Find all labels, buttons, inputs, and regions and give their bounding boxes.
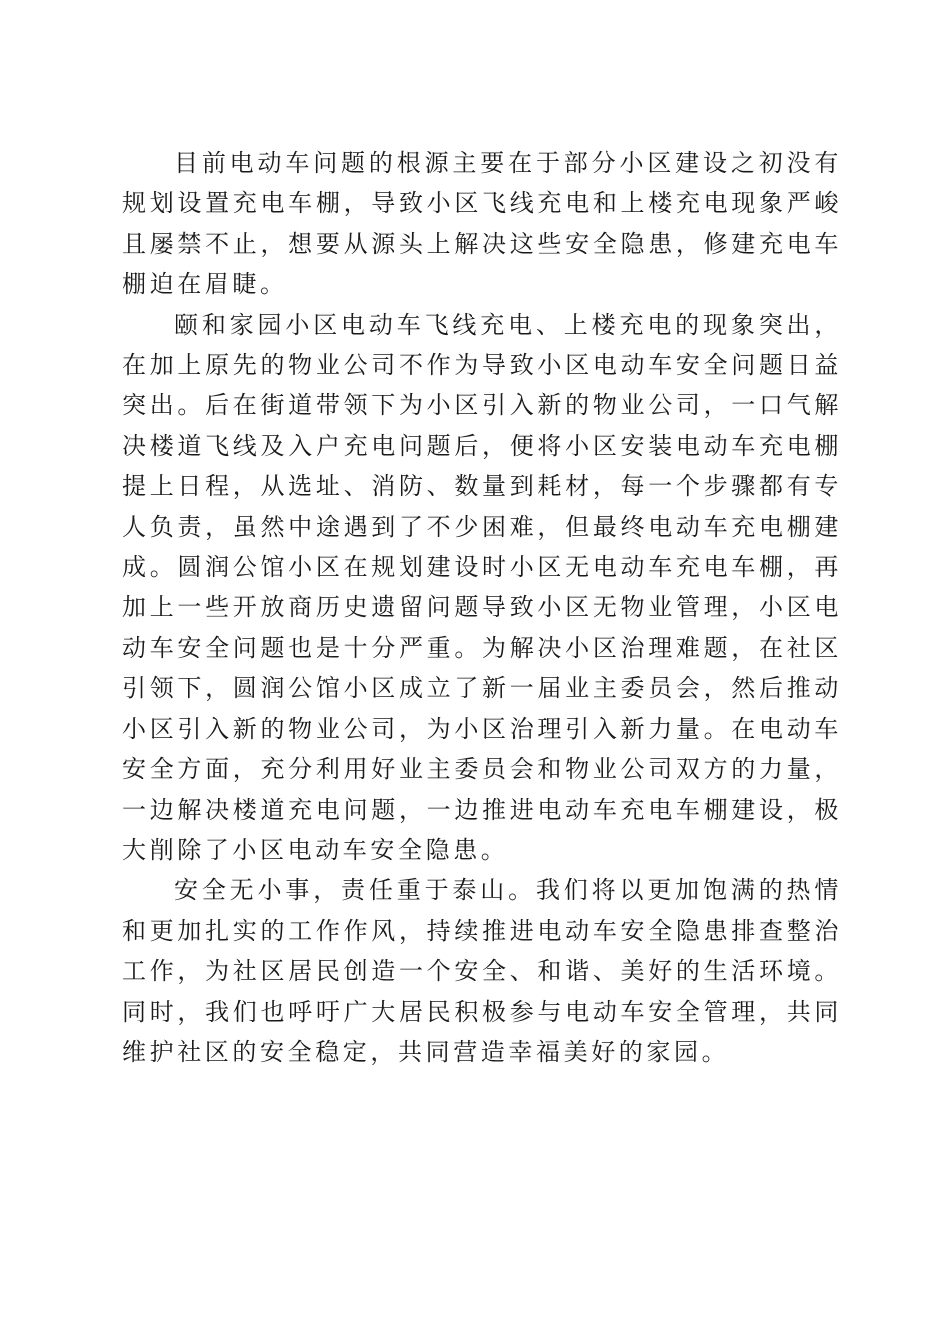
paragraph-1: 目前电动车问题的根源主要在于部分小区建设之初没有规划设置充电车棚，导致小区飞线充电和上楼充电现象严峻且屡禁不止，想要从源头上解决这些安全隐患，修建充电车棚迫在眉睫。 <box>122 149 842 299</box>
paragraph-2: 颐和家园小区电动车飞线充电、上楼充电的现象突出，在加上原先的物业公司不作为导致小区电动车安全问题日益突出。后在街道带领下为小区引入新的物业公司，一口气解决楼道飞线及入户充电问题后，便将小区安装电动车充电棚提上日程，从选址、消防、数量到耗材，每一个步骤都有专人负责，虽然中途遇到了不少困难，但最终电动车充电棚建成。圆润公馆小区在规划建设时小区无电动车充电车棚，再加上一些开放商历史遗留问题导致小区无物业管理，小区电动车安全问题也是十分严重。为解决小区治理难题，在社区引领下，圆润公馆小区成立了新一届业主委员会，然后推动小区引入新的物业公司，为小区治理引入新力量。在电动车安全方面，充分利用好业主委员会和物业公司双方的力量，一边解决楼道充电问题，一边推进电动车充电车棚建设，极大削除了小区电动车安全隐患。 <box>122 310 842 864</box>
document-body <box>122 143 842 1072</box>
paragraph-3: 安全无小事，责任重于泰山。我们将以更加饱满的热情和更加扎实的工作作风，持续推进电动车安全隐患排查整治工作，为社区居民创造一个安全、和谐、美好的生活环境。同时，我们也呼吁广大居民积极参与电动车安全管理，共同维护社区的安全稳定，共同营造幸福美好的家园。 <box>122 876 842 1066</box>
